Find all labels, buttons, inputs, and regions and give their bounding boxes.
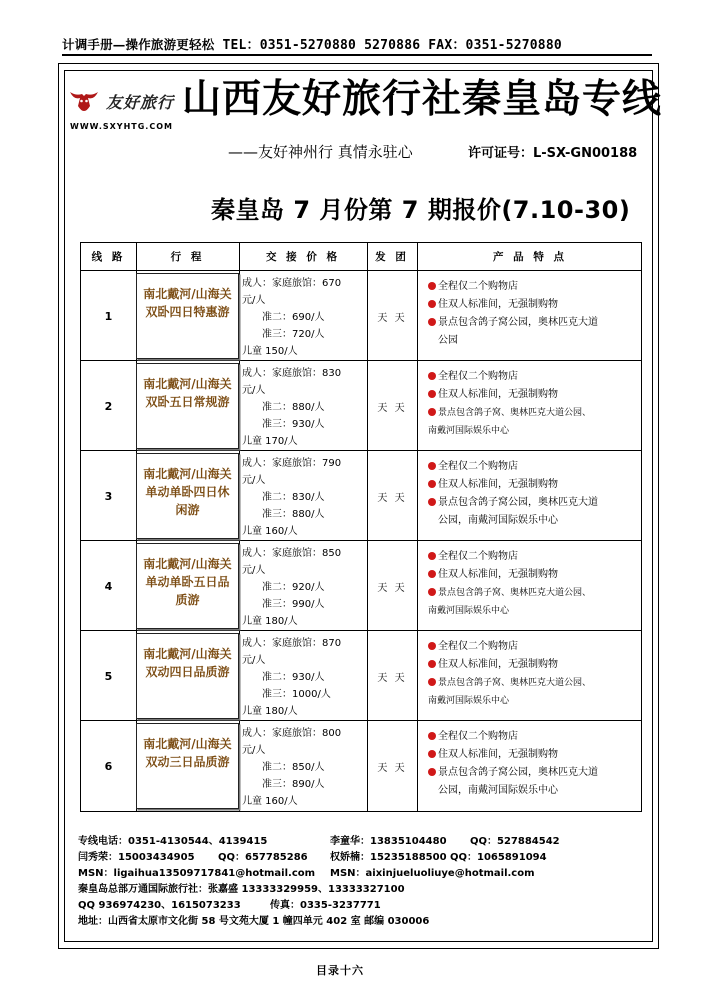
departure: 天 天 [377,312,407,324]
feature-item: 全程仅二个购物店 [428,548,638,566]
route-number: 4 [104,579,113,593]
contact-row [78,850,648,866]
feature-item: 全程仅二个购物店 [428,638,638,656]
feature-item: 住双人标准间，无强制购物 [428,476,638,494]
feature-item: 全程仅二个购物店 [428,458,638,476]
license-number: 许可证号：L-SX-GN00188 [468,146,638,161]
bullet-icon [428,678,436,686]
price-line: 元/人 [242,385,266,396]
price-line: 准三：1000/人 [262,689,331,700]
contact-qq: QQ：1065891094 [450,852,547,863]
feature-item: 住双人标准间，无强制购物 [428,566,638,584]
contact-row [78,882,648,898]
table-row [81,451,641,541]
page-footer: 目录十六 [316,964,364,977]
bullet-icon [428,462,436,470]
bullet-icon [428,750,436,758]
fax: 传真：0335-3237771 [270,900,381,911]
title-slogan: ——友好神州行 真情永驻心 [228,143,413,161]
bullet-icon [428,642,436,650]
feature-item: 全程仅二个购物店 [428,368,638,386]
address: 地址：山西省太原市文化街 58 号文苑大厦 1 幢四单元 402 室 邮编 030006 [78,916,430,927]
feature-item: 景点包含鸽子窝公园，奥林匹克大道 [428,314,638,332]
price-line: 儿童 150/人 [242,346,298,357]
departure: 天 天 [377,762,407,774]
price-line: 成人：家庭旅馆：830 [242,368,342,379]
price-line: 成人：家庭旅馆：800 [242,728,342,739]
price-line: 元/人 [242,655,266,666]
contact-msn: MSN：ligaihua13509717841@hotmail.com [78,868,316,879]
table-row [81,721,641,811]
feature-item: 全程仅二个购物店 [428,728,638,746]
logo-name: 友好旅行 [106,93,175,112]
logo-url: WWW.SXYHTG.COM [70,122,173,131]
features-list [428,368,638,440]
route-name: 南北戴河/山海关双动四日品质游 [143,647,232,679]
feature-continuation: 公园 [438,335,458,346]
price-line: 成人：家庭旅馆：850 [242,548,342,559]
features-list [428,278,638,350]
header-route-no: 线 路 [91,251,126,263]
price-block [242,635,367,720]
price-line: 成人：家庭旅馆：870 [242,638,342,649]
header-price: 交 接 价 格 [266,251,340,263]
features-list [428,458,638,530]
bullet-icon [428,570,436,578]
feature-item: 住双人标准间，无强制购物 [428,386,638,404]
features-list [428,638,638,710]
table-row [81,541,641,631]
departure: 天 天 [377,402,407,414]
feature-item: 景点包含鸽子窝、奥林匹克大道公园、 [428,404,638,422]
contact-person: 闫秀荣：15003434905 [78,852,195,863]
price-line: 儿童 180/人 [242,616,298,627]
price-line: 元/人 [242,745,266,756]
price-block [242,365,367,450]
bullet-icon [428,768,436,776]
feature-continuation: 公园，南戴河国际娱乐中心 [438,785,558,796]
feature-continuation: 南戴河国际娱乐中心 [428,696,510,706]
price-line: 准二：690/人 [262,312,325,323]
bullet-icon [428,390,436,398]
features-list [428,728,638,800]
hotline: 专线电话：0351-4130544、4139415 [78,836,268,847]
feature-item: 住双人标准间，无强制购物 [428,746,638,764]
contact-person: 权娇楠：15235188500 [330,852,447,863]
contact-qq: QQ：657785286 [218,852,308,863]
price-line: 准二：830/人 [262,492,325,503]
contact-info [78,834,648,930]
bullet-icon [428,372,436,380]
departure: 天 天 [377,672,407,684]
feature-item: 住双人标准间，无强制购物 [428,296,638,314]
contact-qq: QQ 936974230、1615073233 [78,900,241,911]
route-number: 6 [104,759,113,773]
table-row [81,271,641,361]
header-slogan: 计调手册—操作旅游更轻松 [62,37,215,52]
feature-item: 景点包含鸽子窝公园，奥林匹克大道 [428,764,638,782]
departure: 天 天 [377,492,407,504]
price-block [242,275,367,360]
contact-person: 李童华：13835104480 [330,836,447,847]
bullet-icon [428,408,436,416]
feature-item: 住双人标准间，无强制购物 [428,656,638,674]
bullet-icon [428,660,436,668]
bull-head-logo-icon [68,86,100,118]
features-list [428,548,638,620]
price-line: 儿童 180/人 [242,706,298,717]
price-line: 准二：850/人 [262,762,325,773]
feature-item: 景点包含鸽子窝、奥林匹克大道公园、 [428,674,638,692]
feature-continuation: 南戴河国际娱乐中心 [428,606,510,616]
route-name: 南北戴河/山海关单动单卧五日品质游 [143,557,232,607]
price-line: 儿童 160/人 [242,526,298,537]
contact-msn: MSN：aixinjueluoliuye@hotmail.com [330,868,535,879]
company-logo [68,82,188,137]
headquarters: 秦皇岛总部万通国际旅行社：张嘉盛 13333329959、13333327100 [78,884,405,895]
price-line: 元/人 [242,565,266,576]
table-row [81,361,641,451]
bullet-icon [428,552,436,560]
price-line: 成人：家庭旅馆：790 [242,458,342,469]
feature-item: 全程仅二个购物店 [428,278,638,296]
price-line: 元/人 [242,475,266,486]
route-number: 5 [104,669,113,683]
top-header-bar [62,34,652,54]
route-name: 南北戴河/山海关单动单卧四日休闲游 [143,467,232,517]
feature-continuation: 公园，南戴河国际娱乐中心 [438,515,558,526]
bullet-icon [428,588,436,596]
header-rule [62,54,652,56]
route-number: 1 [104,309,113,323]
price-table [80,242,642,812]
header-contact: TEL：0351-5270880 5270886 FAX：0351-5270880 [222,38,562,53]
price-line: 准三：890/人 [262,779,325,790]
bullet-icon [428,480,436,488]
price-title: 秦皇岛 7 月份第 7 期报价(7.10-30) [211,196,631,224]
price-line: 儿童 170/人 [242,436,298,447]
price-line: 准二：880/人 [262,402,325,413]
route-number: 2 [104,399,113,413]
contact-row [78,914,648,930]
price-line: 成人：家庭旅馆：670 [242,278,342,289]
price-line: 准三：930/人 [262,419,325,430]
table-row [81,631,641,721]
feature-item: 景点包含鸽子窝公园，奥林匹克大道 [428,494,638,512]
route-name: 南北戴河/山海关双卧五日常规游 [143,377,232,409]
bullet-icon [428,300,436,308]
price-line: 元/人 [242,295,266,306]
price-line: 儿童 160/人 [242,796,298,807]
price-line: 准二：920/人 [262,582,325,593]
route-name: 南北戴河/山海关双动三日品质游 [143,737,232,769]
route-number: 3 [104,489,113,503]
price-block [242,455,367,540]
price-line: 准三：880/人 [262,509,325,520]
price-line: 准三：720/人 [262,329,325,340]
bullet-icon [428,498,436,506]
bullet-icon [428,318,436,326]
contact-row [78,898,648,914]
header-features: 产 品 特 点 [493,251,567,263]
price-block [242,545,367,630]
contact-qq: QQ：527884542 [470,836,560,847]
contact-row [78,866,648,882]
route-name: 南北戴河/山海关双卧四日特惠游 [143,287,232,319]
bullet-icon [428,282,436,290]
table-header [81,243,641,271]
header-itinerary: 行 程 [170,251,205,263]
feature-item: 景点包含鸽子窝、奥林匹克大道公园、 [428,584,638,602]
departure: 天 天 [377,582,407,594]
feature-continuation: 南戴河国际娱乐中心 [428,426,510,436]
contact-row [78,834,648,850]
price-line: 准二：930/人 [262,672,325,683]
bullet-icon [428,732,436,740]
price-block [242,725,367,810]
price-line: 准三：990/人 [262,599,325,610]
main-title: 山西友好旅行社秦皇岛专线 [182,77,663,122]
header-departure: 发 团 [375,251,409,263]
